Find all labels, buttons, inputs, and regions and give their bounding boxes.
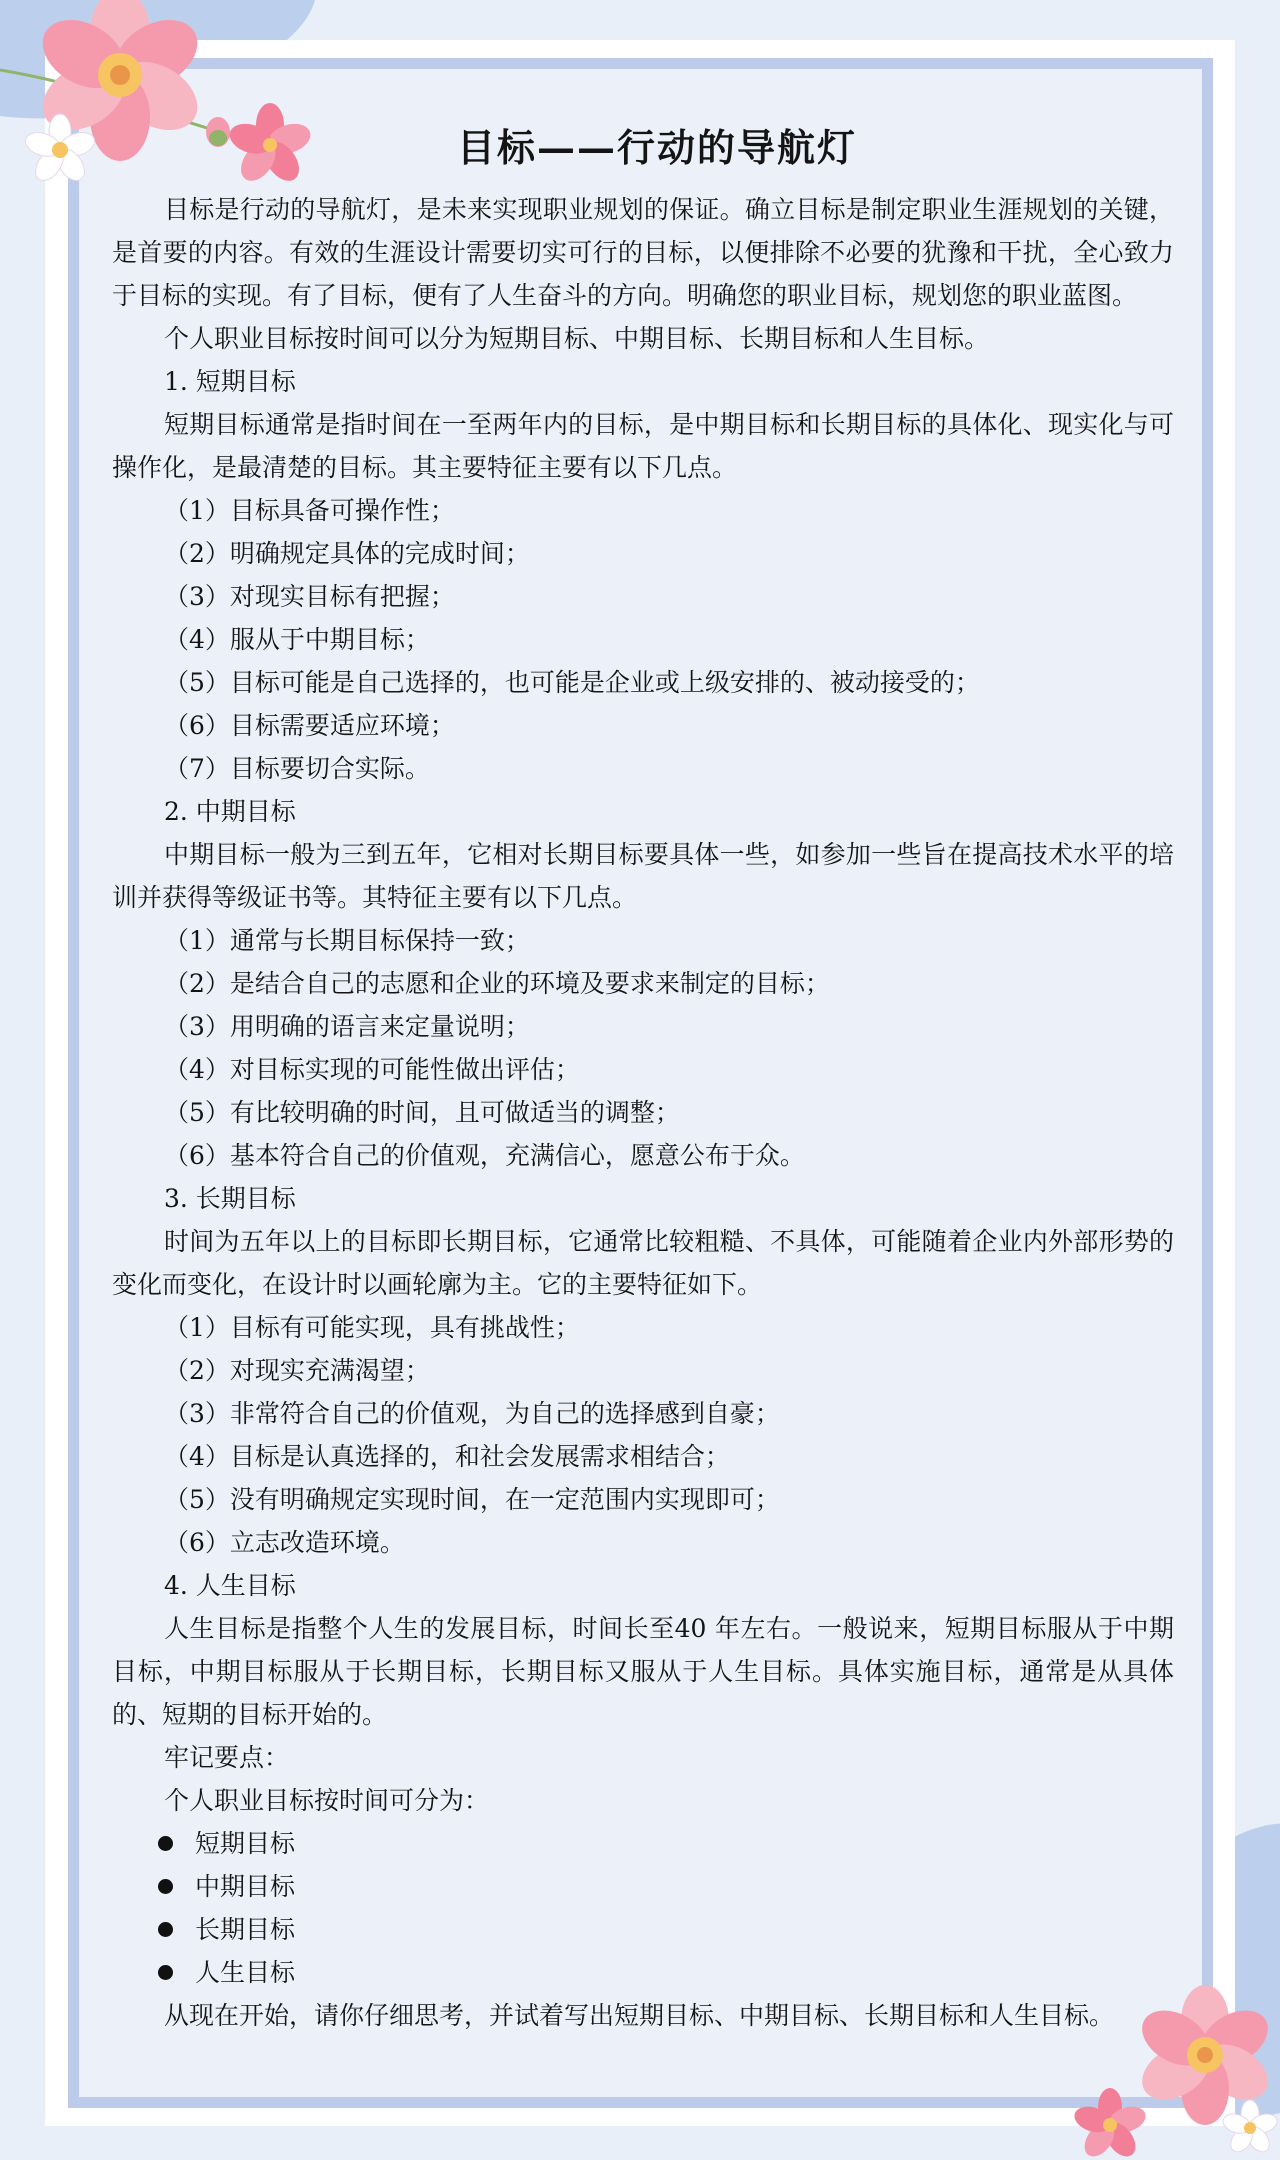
list-item: （4）服从于中期目标； [164,625,430,654]
bullet-icon [158,1879,173,1894]
key-point-item [112,1822,1174,1865]
list-item: （3）非常符合自己的价值观，为自己的选择感到自豪； [164,1399,780,1428]
list-item: （7）目标要切合实际。 [164,754,430,783]
section-long-term [112,1177,1174,1564]
key-point-item [112,1951,1174,1994]
section-description: 中期目标一般为三到五年，它相对长期目标要具体一些，如参加一些旨在提高技术水平的培训并获得等级证书等。其特征主要有以下几点。 [112,840,1174,912]
list-item: （2）对现实充满渴望； [164,1356,430,1385]
list-item: （3）用明确的语言来定量说明； [164,1012,530,1041]
classification-paragraph: 个人职业目标按时间可以分为短期目标、中期目标、长期目标和人生目标。 [164,324,990,353]
section-description: 时间为五年以上的目标即长期目标，它通常比较粗糙、不具体，可能随着企业内外部形势的变化而变化，在设计时以画轮廓为主。它的主要特征如下。 [112,1227,1174,1299]
section-heading: 4. 人生目标 [164,1571,296,1600]
list-item: （1）目标有可能实现，具有挑战性； [164,1313,580,1342]
bullet-icon [158,1965,173,1980]
section-heading: 3. 长期目标 [164,1184,296,1213]
list-item: （2）明确规定具体的完成时间； [164,539,530,568]
section-heading: 1. 短期目标 [164,367,296,396]
list-item: （5）没有明确规定实现时间，在一定范围内实现即可； [164,1485,780,1514]
bullet-icon [158,1836,173,1851]
list-item: （6）基本符合自己的价值观，充满信心，愿意公布于众。 [164,1141,805,1170]
list-item: （2）是结合自己的志愿和企业的环境及要求来制定的目标； [164,969,830,998]
section-life-goal [112,1564,1174,1736]
small-pink-flower-icon [1071,2088,1149,2160]
section-description: 短期目标通常是指时间在一至两年内的目标，是中期目标和长期目标的具体化、现实化与可操作化，是最清楚的目标。其主要特征主要有以下几点。 [112,410,1174,482]
key-points-label: 牢记要点： [164,1743,290,1772]
section-short-term [112,360,1174,790]
key-point-label: 长期目标 [195,1915,296,1944]
closing-paragraph: 从现在开始，请你仔细思考，并试着写出短期目标、中期目标、长期目标和人生目标。 [164,2001,1115,2030]
list-item: （5）目标可能是自己选择的，也可能是企业或上级安排的、被动接受的； [164,668,980,697]
section-heading: 2. 中期目标 [164,797,296,826]
key-point-label: 中期目标 [195,1872,296,1901]
bullet-icon [158,1922,173,1937]
key-point-item [112,1908,1174,1951]
list-item: （6）目标需要适应环境； [164,711,455,740]
key-points-intro: 个人职业目标按时间可分为： [164,1786,490,1815]
intro-paragraph: 目标是行动的导航灯，是未来实现职业规划的保证。确立目标是制定职业生涯规划的关键，是首要的内容。有效的生涯设计需要切实可行的目标，以便排除不必要的犹豫和干扰，全心致力于目标的实现。有了目标，便有了人生奋斗的方向。明确您的职业目标，规划您的职业蓝图。 [112,195,1174,310]
page-title: 目标——行动的导航灯 [456,125,857,170]
key-point-label: 人生目标 [195,1958,296,1987]
key-point-item [112,1865,1174,1908]
list-item: （4）目标是认真选择的，和社会发展需求相结合； [164,1442,730,1471]
list-item: （3）对现实目标有把握； [164,582,455,611]
list-item: （1）目标具备可操作性； [164,496,455,525]
list-item: （1）通常与长期目标保持一致； [164,926,530,955]
section-description: 人生目标是指整个人生的发展目标，时间长至40 年左右。一般说来，短期目标服从于中期目标，中期目标服从于长期目标，长期目标又服从于人生目标。具体实施目标，通常是从具体的、短期的目标开始的。 [112,1614,1174,1729]
section-mid-term [112,790,1174,1177]
key-point-label: 短期目标 [195,1829,296,1858]
list-item: （5）有比较明确的时间，且可做适当的调整； [164,1098,680,1127]
list-item: （4）对目标实现的可能性做出评估； [164,1055,580,1084]
document-body [112,118,1174,2037]
list-item: （6）立志改造环境。 [164,1528,405,1557]
white-flower-icon [1221,2100,1280,2156]
